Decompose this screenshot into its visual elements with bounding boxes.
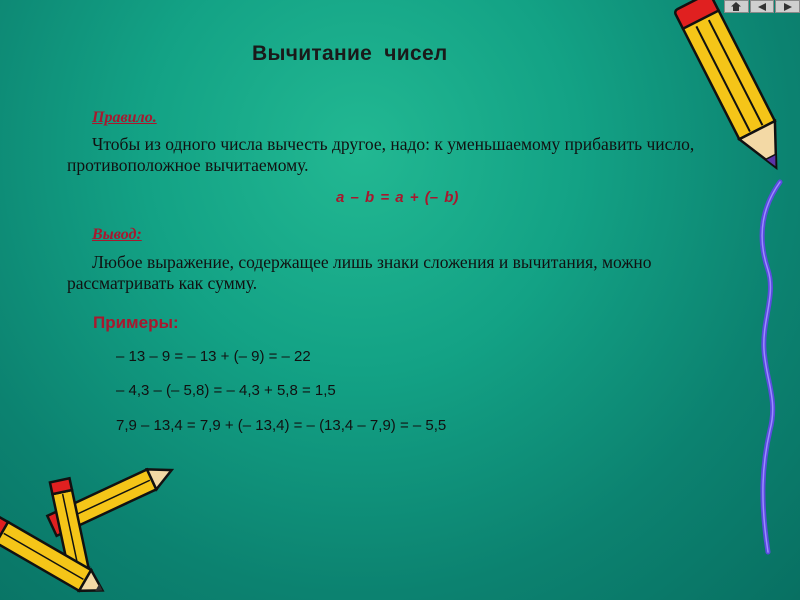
pencil-icon xyxy=(668,4,788,194)
conclusion-label: Вывод: xyxy=(92,226,142,243)
example-item: 7,9 – 13,4 = 7,9 + (– 13,4) = – (13,4 – 7,9) = – 5,5 xyxy=(116,417,447,434)
formula: a – b = a + (– b) xyxy=(336,189,459,206)
crossed-pencils-icon xyxy=(0,482,170,600)
squiggle-line xyxy=(750,180,790,560)
slide-title: Вычитание чисел xyxy=(252,42,448,65)
conclusion-text: Любое выражение, содержащее лишь знаки сложения и вычитания, можно рассматривать как сумму. xyxy=(67,252,652,293)
examples-label: Примеры: xyxy=(93,313,179,332)
rule-label: Правило. xyxy=(92,109,157,126)
rule-text: Чтобы из одного числа вычесть другое, надо: к уменьшаемому прибавить число, противоположное вычитаемому. xyxy=(67,134,695,175)
example-item: – 4,3 – (– 5,8) = – 4,3 + 5,8 = 1,5 xyxy=(116,382,336,399)
example-item: – 13 – 9 = – 13 + (– 9) = – 22 xyxy=(116,348,311,365)
